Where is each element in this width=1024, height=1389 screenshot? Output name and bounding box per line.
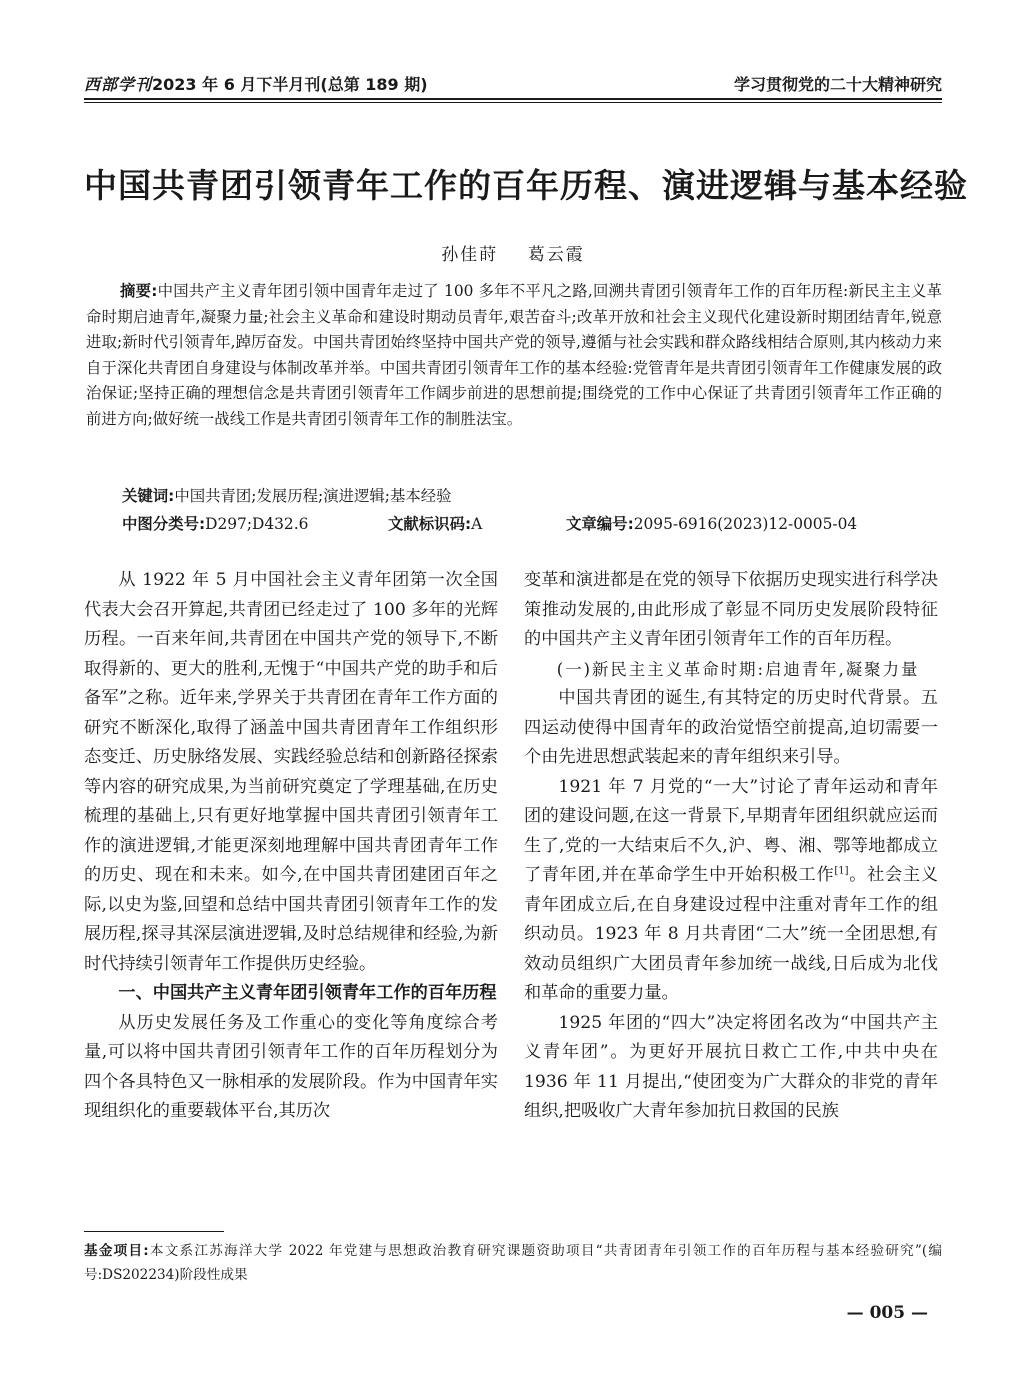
body-paragraph: 从历史发展任务及工作重心的变化等角度综合考量,可以将中国共青团引领青年工作的百年历程划分为四个各具特色又一脉相承的发展阶段。作为中国青年实现组织化的重要载体平台,其历次: [84, 1012, 498, 1121]
body-column-left: [84, 566, 498, 1127]
body-text: 1921 年 7 月党的“一大”讨论了青年运动和青年团的建设问题,在这一背景下,早期青年团组织就应运而生了,党的一大结束后不久,沪、粤、湘、鄂等地都成立了青年团,并在革命学生中开始积极工作: [524, 776, 938, 885]
footnote-rule: [84, 1231, 224, 1232]
issue-info: 2023 年 6 月下半月刊(总第 189 期): [152, 75, 428, 94]
footnote-text: 本文系江苏海洋大学 2022 年党建与思想政治教育研究课题资助项目“共青团青年引领工作的百年历程与基本经验研究”(编号:DS202234)阶段性成果: [84, 1243, 943, 1283]
abstract-text: 中国共产主义青年团引领中国青年走过了 100 多年不平凡之路,回溯共青团引领青年工作的百年历程:新民主主义革命时期启迪青年,凝聚力量;社会主义革命和建设时期动员青年,艰苦奋斗;改革开放和社会主义现代化建设新时期团结青年,锐意进取;新时代引领青年,踔厉奋发。中国共青团始终坚持中国共产党的领导,遵循与社会实践和群众路线相结合原则,其内核动力来自于深化共青团自身建设与体制改革并举。中国共青团引领青年工作的基本经验:党管青年是共青团引领青年工作健康发展的政治保证;坚持正确的理想信念是共青团引领青年工作阔步前进的思想前提;围绕党的工作中心保证了共青团引领青年工作正确的前进方向;做好统一战线工作是共青团引领青年工作的制胜法宝。: [86, 282, 942, 428]
clc-label: 中图分类号:: [122, 515, 206, 533]
clc-value: D297;D432.6: [205, 515, 309, 533]
footnote: [84, 1239, 942, 1287]
keywords-text: 中国共青团;发展历程;演进逻辑;基本经验: [174, 487, 452, 505]
page-number: — 005 —: [846, 1303, 928, 1323]
body-paragraph: 从 1922 年 5 月中国社会主义青年团第一次全国代表大会召开算起,共青团已经走过了 100 多年的光辉历程。一百来年间,共青团在中国共产党的领导下,不断取得新的、更大的胜利,无愧于“中国共产党的助手和后备军”之称。近年来,学界关于共青团在青年工作方面的研究不断深化,取得了涵盖中国共青团青年工作组织形态变迁、历史脉络发展、实践经验总结和创新路径探索等内容的研究成果,为当前研究奠定了学理基础,在历史梳理的基础上,只有更好地掌握中国共青团引领青年工作的演进逻辑,才能更深刻地理解中国共青团青年工作的历史、现在和未来。如今,在中国共青团建团百年之际,以史为鉴,回望和总结中国共青团引领青年工作的发展历程,探寻其深层演进逻辑,及时总结规律和经验,为新时代持续引领青年工作提供历史经验。: [84, 570, 498, 974]
section-title: 学习贯彻党的二十大精神研究: [733, 75, 942, 94]
running-header: [84, 66, 942, 98]
abstract: [86, 279, 942, 433]
article-authors: 孙佳莳 葛云霞: [441, 245, 585, 265]
body-paragraph: [524, 773, 938, 1009]
subsection-heading: (一)新民主主义革命时期:启迪青年,凝聚力量: [556, 659, 920, 679]
journal-issue: [84, 72, 428, 95]
keywords: [122, 484, 942, 508]
body-paragraph: 中国共青团的诞生,有其特定的历史时代背景。五四运动使得中国青年的政治觉悟空前提高,迫切需要一个由先进思想武装起来的青年组织来引导。: [524, 688, 938, 767]
body-text: 。社会主义青年团成立后,在自身建设过程中注重对青年工作的组织动员。1923 年 8 月共青团“二大”统一全团思想,有效动员组织广大团员青年参加统一战线,日后成为北伐和革命的重要力量。: [524, 865, 938, 1003]
body-column-right: [524, 566, 938, 1127]
abstract-label: 摘要:: [120, 282, 158, 300]
journal-logo: 西部学刊: [84, 75, 153, 94]
classification-line: [122, 512, 942, 536]
article-title: 中国共青团引领青年工作的百年历程、演进逻辑与基本经验: [84, 166, 968, 205]
section-heading: 一、中国共产主义青年团引领青年工作的百年历程: [118, 983, 497, 1003]
body-paragraph: 变革和演进都是在党的领导下依据历史现实进行科学决策推动发展的,由此形成了彰显不同历史发展阶段特征的中国共产主义青年团引领青年工作的百年历程。: [524, 570, 938, 649]
doc-code: [388, 512, 482, 536]
keywords-label: 关键词:: [122, 487, 175, 505]
article-id: [566, 512, 857, 536]
footnote-label: 基金项目:: [84, 1243, 149, 1259]
header-rule: [84, 98, 942, 100]
doc-label: 文献标识码:: [388, 515, 472, 533]
body-paragraph: 1925 年团的“四大”决定将团名改为“中国共产主义青年团”。为更好开展抗日救亡工作,中共中央在 1936 年 11 月提出,“使团变为广大群众的非党的青年组织,把吸收广大青年参加抗日救国的民族: [524, 1012, 938, 1121]
citation-ref[interactable]: [1]: [834, 865, 849, 877]
article-id-value: 2095-6916(2023)12-0005-04: [633, 515, 858, 533]
header-rule-thin: [84, 102, 942, 103]
clc-code: [122, 512, 308, 536]
article-id-label: 文章编号:: [566, 515, 634, 533]
doc-value: A: [471, 515, 483, 533]
